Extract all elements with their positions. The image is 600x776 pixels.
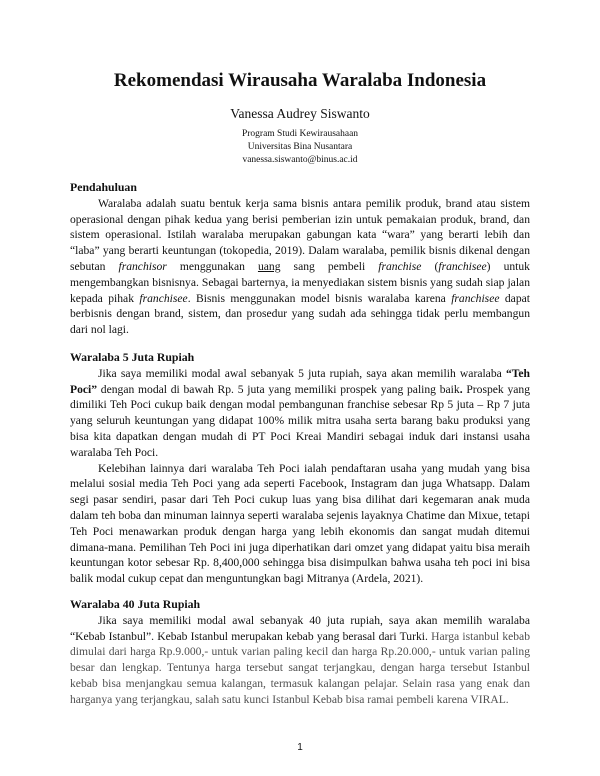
author-email: vanessa.siswanto@binus.ac.id [242, 155, 358, 165]
document-title: Rekomendasi Wirausaha Waralaba Indonesia [113, 70, 487, 91]
paragraph-pendahuluan: Waralaba adalah suatu bentuk kerja sama bisnis antara pemilik produk, brand atau sistem operasional dengan pihak kedua yang berisi pemberian izin untuk pemakaian produk, brand, dan sistem operasional. Istilah waralaba merupakan gabungan kata “wara” yang berarti lebih dan “laba” yang berarti keuntungan (tokopedia, 2019). Dalam waralaba, pemilik bisnis dikenal dengan sebutan franchisor menggunakan uang sang pembeli franchise (franchisee) untuk mengembangkan bisnisnya. Sebagai barternya, ia menyediakan sistem bisnis yang sudah siap jalan kepada pihak franchisee. Bisnis menggunakan model bisnis waralaba karena franchisee dapat berbisnis dengan brand, sistem, dan prosedur yang sudah ada sehingga tidak perlu membangun dari nol lagi. [70, 196, 530, 337]
paragraph-40-juta: Jika saya memiliki modal awal sebanyak 40 juta rupiah, saya akan memilih waralaba “Kebab Istanbul”. Kebab Istanbul merupakan kebab yang berasal dari Turki. Harga istanbul kebab dimulai dari harga Rp.9.000,- untuk varian paling kecil dan harga Rp.20.000,- untuk varian paling besar dan lengkap. Tentunya harga tersebut sangat terjangkau, dengan harga tersebut Istanbul kebab bisa menjangkau semua kalangan, termasuk kalangan pelajar. Selain rasa yang enak dan harganya yang terjangkau, salah satu kunci Istanbul Kebab bisa ramai pembeli karena VIRAL. [70, 613, 530, 706]
author-name: Vanessa Audrey Siswanto [230, 106, 370, 121]
section-heading-5-juta: Waralaba 5 Juta Rupiah [70, 349, 195, 364]
department: Program Studi Kewirausahaan [241, 129, 359, 139]
paragraph-5-juta-2: Kelebihan lainnya dari waralaba Teh Poci ialah pendaftaran usaha yang mudah yang bisa melalui sosial media Teh Poci yang ada seperti Facebook, Instagram dan juga Whatsapp. Dalam segi pasar sendiri, pasar dari Teh Poci cukup luas yang bisa dilihat dari kegemaran anak muda dalam teh boba dan minuman lainnya seperti waralaba sejenis layaknya Chatime dan Mixue, tetapi Teh Poci menawarkan produk dengan harga yang lebih ekonomis dan sangat mudah ditemui dimana-mana. Pemilihan Teh Poci ini juga diperhatikan dari omzet yang didapat yaitu bisa meraih keuntungan kotor sebesar Rp. 8,400,000 sehingga bisa disimpulkan bahwa usaha teh poci ini bisa balik modal cukup cepat dan menguntungkan bagi Mitranya (Ardela, 2021). [70, 461, 530, 586]
section-heading-pendahuluan: Pendahuluan [70, 180, 137, 194]
page-number: 1 [297, 742, 303, 753]
document-body [70, 180, 530, 708]
university: Universitas Bina Nusantara [247, 142, 353, 152]
section-heading-40-juta: Waralaba 40 Juta Rupiah [70, 596, 201, 611]
paragraph-5-juta-1: Jika saya memiliki modal awal sebanyak 5 juta rupiah, saya akan memilih waralaba “Teh Poci” dengan modal di bawah Rp. 5 juta yang memiliki prospek yang paling baik. Prospek yang dimiliki Teh Poci cukup baik dengan modal pembangunan franchise sebesar Rp 5 juta – Rp 7 juta yang seluruh keuntungan yang didapat 100% milik mitra usaha serta barang baku produksi yang bisa kita dapatkan dengan mudah di PT Poci Kreai Mandiri sebagai induk dari instansi usaha waralaba Teh Poci. [70, 366, 530, 459]
